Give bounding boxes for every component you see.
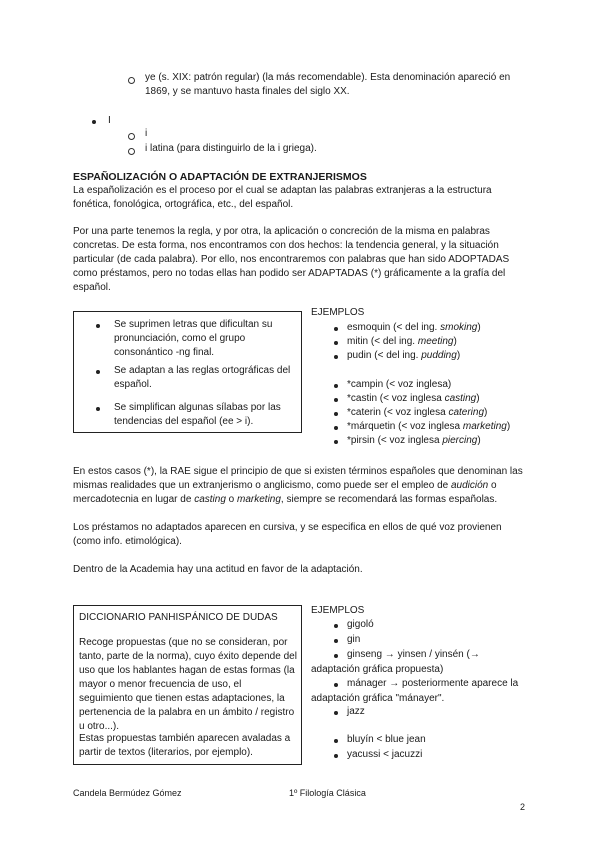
bullet-icon [334, 355, 338, 359]
rule-item: Se simplifican algunas sílabas por las tendencias del español (ee > i). [114, 402, 281, 427]
sub-bullet-icon [128, 148, 135, 155]
bullet-icon [96, 324, 100, 328]
bullet-icon [96, 407, 100, 411]
dpd-title: DICCIONARIO PANHISPÁNICO DE DUDAS [79, 612, 278, 623]
example-gin: gin [347, 634, 361, 645]
examples-heading: EJEMPLOS [311, 307, 365, 318]
ye-item: ye (s. XIX: patrón regular) (la más recomendable). Esta denominación apareció en 1869, y se mantuvo hasta finales del siglo XX. [145, 72, 511, 97]
rule-item: Se suprimen letras que dificultan su pronunciación, como el grupo consonántico -ng final. [114, 319, 273, 358]
bullet-icon [334, 739, 338, 743]
para-prestamos: Los préstamos no adaptados aparecen en cursiva, y se especifica en ellos de qué voz provienen (como info. etimológica). [73, 522, 502, 547]
bullet-icon [96, 370, 100, 374]
bullet-icon [334, 711, 338, 715]
section-title: ESPAÑOLIZACIÓN O ADAPTACIÓN DE EXTRANJERISMOS [73, 171, 367, 183]
footer-course: 1º Filología Clásica [289, 788, 366, 798]
para-2: Por una parte tenemos la regla, y por otra, la aplicación o concreción de la misma en palabras concretas. De esta forma, nos encontramos con dos hechos: la tendencia general, y la situación particular (de cada palabra). Por ello, nos encontraremos con palabras que han sido ADOPTADAS como préstamos, pero no todas ellas han podido ser ADAPTADAS (*) gráficamente a la grafía del español. [73, 226, 510, 293]
example-item: *pirsin (< voz inglesa piercing) [347, 435, 481, 446]
example-ginseng-cont: adaptación gráfica propuesta) [311, 664, 444, 675]
page-number: 2 [520, 802, 526, 812]
para-academia: Dentro de la Academia hay una actitud en favor de la adaptación. [73, 564, 363, 575]
bullet-icon [334, 412, 338, 416]
example-item: esmoquin (< del ing. smoking) [347, 322, 481, 333]
example-jazz: jazz [347, 706, 365, 717]
bullet-icon [334, 754, 338, 758]
example-item: *márquetin (< voz inglesa marketing) [347, 421, 511, 432]
sub-bullet-icon [128, 77, 135, 84]
example-gigolo: gigoló [347, 619, 374, 630]
i-sub2: i latina (para distinguirlo de la i griega). [145, 143, 317, 154]
bullet-icon [334, 384, 338, 388]
dpd-para-1: Recoge propuestas (que no se consideran, por tanto, parte de la norma), cuyo éxito depende del uso que los hablantes hagan de estas formas (la mayor o menor frecuencia de uso, el seguimiento que tienen estas adaptaciones, la pertenencia de la palabra en un ámbito / registro u otro...). [79, 637, 297, 732]
bullet-icon [92, 120, 96, 124]
example-item: pudin (< del ing. pudding) [347, 350, 461, 361]
bullet-icon [334, 654, 338, 658]
bullet-icon [334, 683, 338, 687]
bullet-icon [334, 440, 338, 444]
bullet-icon [334, 624, 338, 628]
bullet-icon [334, 341, 338, 345]
para-1: La españolización es el proceso por el cual se adaptan las palabras extranjeras a la estructura fonética, fonológica, ortográfica, etc., del español. [73, 185, 492, 210]
rule-item: Se adaptan a las reglas ortográficas del español. [114, 365, 291, 390]
example-yacussi: yacussi < jacuzzi [347, 749, 423, 760]
example-item: *castin (< voz inglesa casting) [347, 393, 480, 404]
footer-author: Candela Bermúdez Gómez [73, 788, 182, 798]
example-bluyin: bluyín < blue jean [347, 734, 426, 745]
examples-heading-2: EJEMPLOS [311, 605, 365, 616]
example-item: *campin (< voz inglesa) [347, 379, 452, 390]
bullet-icon [334, 327, 338, 331]
example-ginseng: ginseng → yinsen / yinsén (→ [347, 649, 480, 660]
i-sub1: i [145, 128, 148, 139]
dpd-box [73, 605, 302, 765]
bullet-icon [334, 426, 338, 430]
example-item: *caterin (< voz inglesa catering) [347, 407, 488, 418]
para-rae: En estos casos (*), la RAE sigue el principio de que si existen términos españoles que denominan las mismas realidades que un extranjerismo o anglicismo, como puede ser el empleo de audición o mercadotecnia en lugar de casting o marketing, siempre se recomendará las formas españolas. [73, 466, 523, 505]
dpd-para-2: Estas propuestas también aparecen avaladas a partir de textos (literarios, por ejemplo). [79, 733, 291, 758]
i-bullet: I [108, 115, 111, 126]
bullet-icon [334, 639, 338, 643]
example-item: mitin (< del ing. meeting) [347, 336, 457, 347]
example-manager: mánager → posteriormente aparece la [347, 678, 519, 689]
bullet-icon [334, 398, 338, 402]
sub-bullet-icon [128, 133, 135, 140]
example-manager-cont: adaptación gráfica "mánayer". [311, 693, 445, 704]
rules-box [73, 311, 302, 433]
